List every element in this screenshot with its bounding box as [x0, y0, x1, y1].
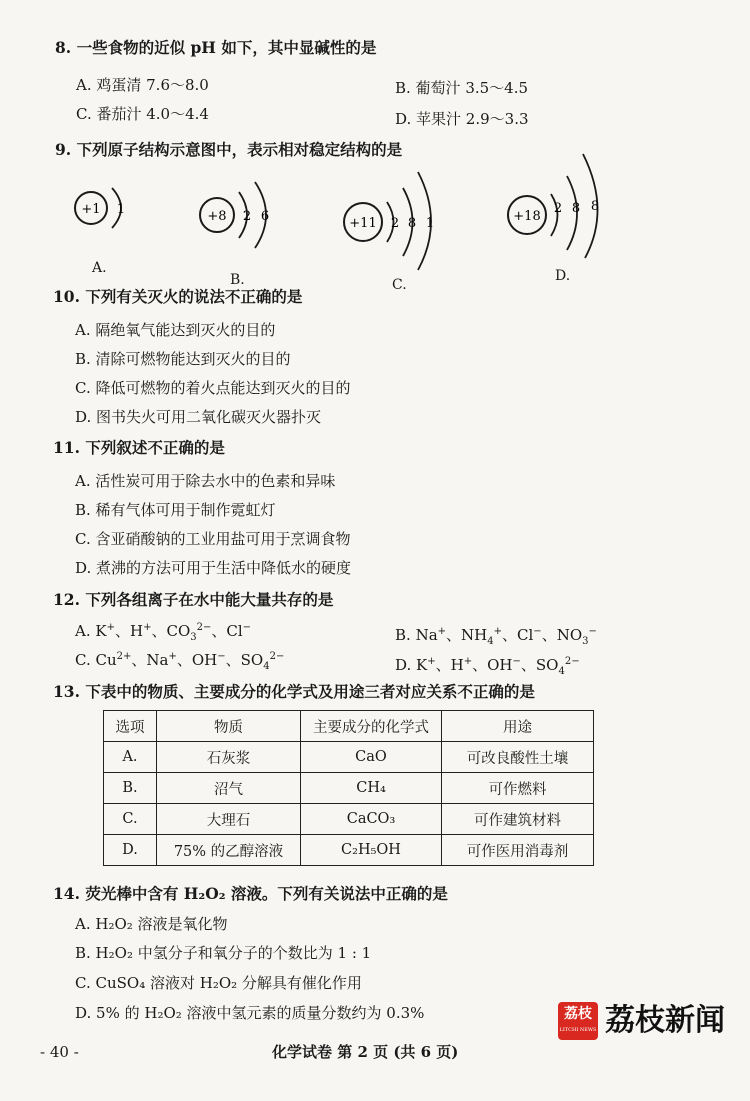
- table-cell: 可作建筑材料: [442, 804, 594, 835]
- page-footer-title: 化学试卷 第 2 页 (共 6 页): [272, 1043, 459, 1061]
- q11-option-a: A. 活性炭可用于除去水中的色素和异味: [75, 472, 336, 490]
- q10-stem: 10. 下列有关灭火的说法不正确的是: [53, 287, 303, 306]
- atom-label-d: D.: [555, 268, 571, 284]
- badge-subtext: LITCHI NEWS: [559, 1027, 597, 1033]
- atom-diagram-d: [505, 150, 625, 264]
- shell-electrons: 8: [571, 201, 581, 216]
- table-cell: CH₄: [301, 773, 442, 804]
- q8-option-d: D. 苹果汁 2.9～3.3: [395, 110, 529, 128]
- q8-option-c: C. 番茄汁 4.0～4.4: [76, 105, 209, 123]
- q11-option-b: B. 稀有气体可用于制作霓虹灯: [75, 501, 276, 519]
- table-cell: 大理石: [157, 804, 301, 835]
- table-cell: C.: [104, 804, 157, 835]
- q11-option-c: C. 含亚硝酸钠的工业用盐可用于烹调食物: [75, 530, 351, 548]
- q14-option-d: D. 5% 的 H₂O₂ 溶液中氢元素的质量分数约为 0.3%: [75, 1004, 425, 1022]
- litchi-news-logo-text: 荔枝新闻: [605, 1003, 725, 1038]
- table-header-cell: 用途: [442, 711, 594, 742]
- q12-option-c: C. $Cu^{2+}$、Na+、OH−、$SO_4^{2-}$: [75, 651, 285, 672]
- nucleus-charge: +8: [207, 209, 227, 224]
- q8-option-b: B. 葡萄汁 3.5～4.5: [395, 79, 529, 97]
- table-cell: CaO: [301, 742, 442, 773]
- q11-option-d: D. 煮沸的方法可用于生活中降低水的硬度: [75, 559, 352, 577]
- atom-label-a: A.: [92, 260, 107, 276]
- q10-option-a: A. 隔绝氧气能达到灭火的目的: [75, 321, 276, 339]
- q11-stem: 11. 下列叙述不正确的是: [53, 438, 225, 457]
- q13-stem: 13. 下表中的物质、主要成分的化学式及用途三者对应关系不正确的是: [53, 682, 535, 701]
- nucleus-charge: +11: [349, 216, 377, 231]
- badge-text: 荔枝: [564, 1006, 592, 1022]
- option-prefix: C.: [75, 651, 91, 669]
- table-row: [104, 742, 594, 773]
- table-row: [104, 773, 594, 804]
- table-row: [104, 835, 594, 866]
- shell-electrons: 6: [260, 209, 270, 224]
- table-header-cell: 主要成分的化学式: [301, 711, 442, 742]
- atom-label-b: B.: [230, 272, 245, 288]
- q8-stem: 8. 一些食物的近似 pH 如下，其中显碱性的是: [55, 38, 377, 57]
- shell-electrons: 2: [553, 201, 563, 216]
- table-header-cell: 选项: [104, 711, 157, 742]
- q10-option-c: C. 降低可燃物的着火点能达到灭火的目的: [75, 379, 351, 397]
- shell-electrons: 2: [390, 216, 400, 231]
- table-cell: A.: [104, 742, 157, 773]
- q9-stem: 9. 下列原子结构示意图中，表示相对稳定结构的是: [55, 140, 403, 159]
- q10-option-d: D. 图书失火可用二氧化碳灭火器扑灭: [75, 408, 322, 426]
- table-cell: 石灰浆: [157, 742, 301, 773]
- nucleus-charge: +18: [513, 209, 541, 224]
- table-cell: D.: [104, 835, 157, 866]
- option-prefix: D.: [395, 656, 412, 674]
- table-cell: 可作燃料: [442, 773, 594, 804]
- option-prefix: B.: [395, 626, 411, 644]
- q13-table: [103, 710, 594, 866]
- q14-option-b: B. H₂O₂ 中氢分子和氧分子的个数比为 1 : 1: [75, 944, 372, 962]
- table-cell: C₂H₅OH: [301, 835, 442, 866]
- q14-stem: 14. 荧光棒中含有 H₂O₂ 溶液。下列有关说法中正确的是: [53, 884, 448, 903]
- table-header-cell: 物质: [157, 711, 301, 742]
- table-cell: 沼气: [157, 773, 301, 804]
- table-header-row: [104, 711, 594, 742]
- table-cell: B.: [104, 773, 157, 804]
- table-row: [104, 804, 594, 835]
- q14-option-c: C. CuSO₄ 溶液对 H₂O₂ 分解具有催化作用: [75, 974, 362, 992]
- atom-diagram-a: [72, 185, 142, 239]
- q10-option-b: B. 清除可燃物能达到灭火的目的: [75, 350, 291, 368]
- q12-option-a: A. K+、H+、$CO_3^{2-}$、Cl−: [75, 622, 252, 643]
- litchi-news-badge: [558, 1002, 598, 1040]
- table-cell: CaCO₃: [301, 804, 442, 835]
- table-cell: 可作医用消毒剂: [442, 835, 594, 866]
- shell-electrons: 2: [242, 209, 252, 224]
- shell-electrons: 1: [116, 202, 126, 217]
- shell-electrons: 8: [590, 199, 600, 214]
- atom-diagram-c: [340, 170, 450, 274]
- shell-electrons: 8: [407, 216, 417, 231]
- option-prefix: A.: [75, 622, 91, 640]
- shell-electrons: 1: [425, 216, 435, 231]
- q12-option-d: D. K+、H+、OH−、$SO_4^{2-}$: [395, 656, 580, 677]
- atom-diagram-b: [195, 180, 295, 254]
- nucleus-charge: +1: [81, 202, 101, 217]
- q12-stem: 12. 下列各组离子在水中能大量共存的是: [53, 590, 334, 609]
- q12-option-b: B. Na+、$NH_4^+$、Cl−、$NO_3^-$: [395, 626, 597, 647]
- table-cell: 可改良酸性土壤: [442, 742, 594, 773]
- page-number: - 40 -: [40, 1043, 79, 1061]
- atom-label-c: C.: [392, 277, 407, 293]
- table-cell: 75% 的乙醇溶液: [157, 835, 301, 866]
- q14-option-a: A. H₂O₂ 溶液是氧化物: [75, 915, 228, 933]
- q8-option-a: A. 鸡蛋清 7.6～8.0: [76, 76, 209, 94]
